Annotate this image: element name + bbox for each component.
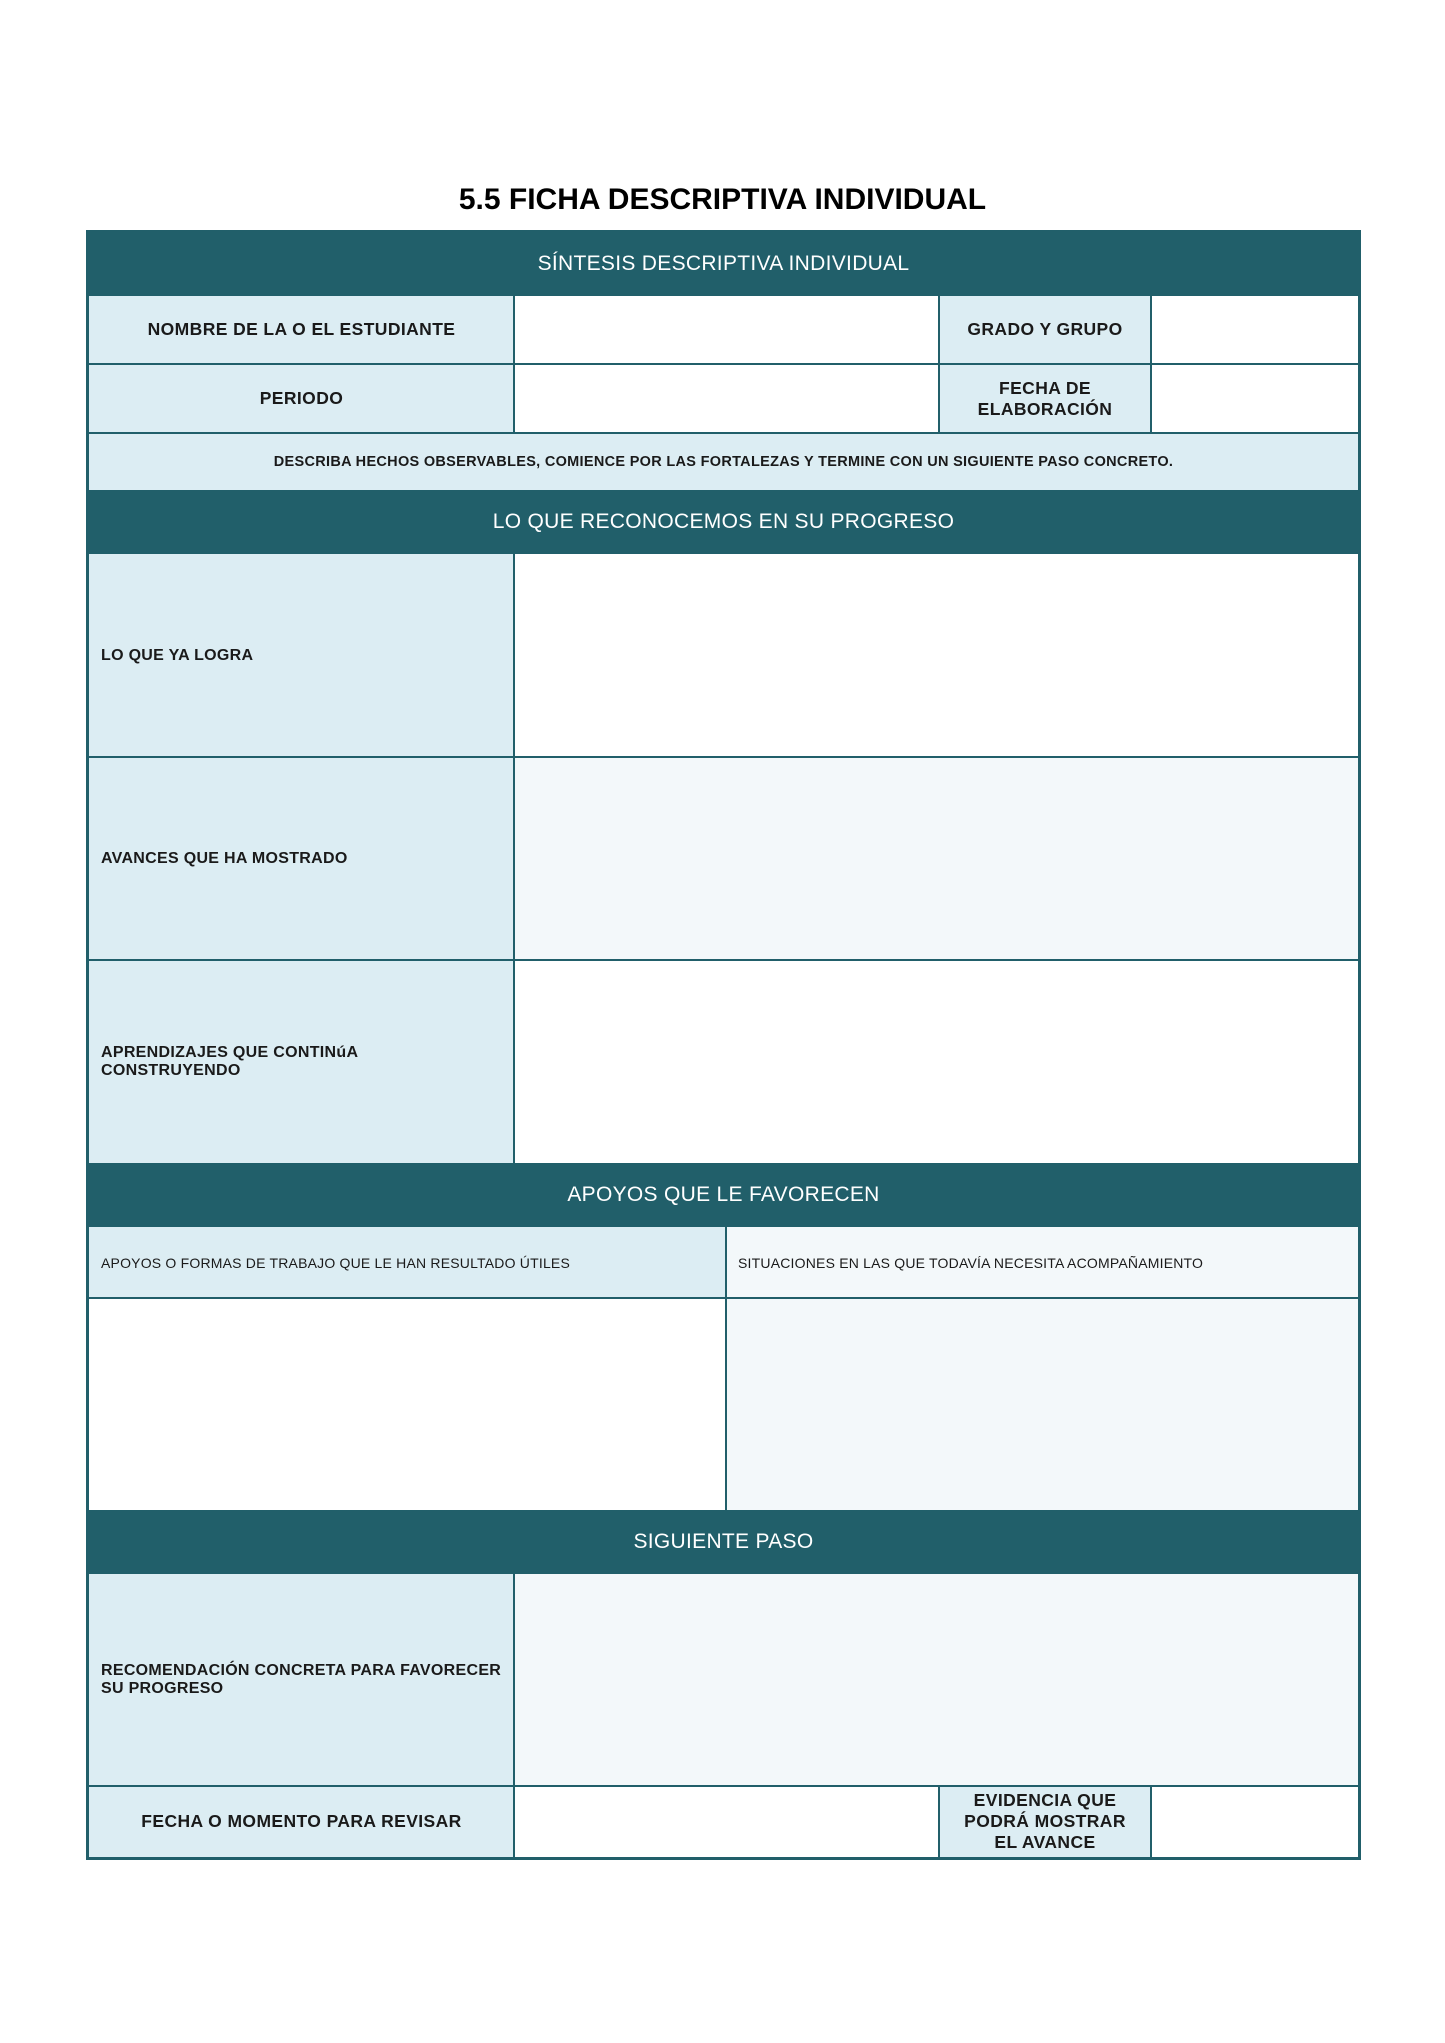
section-header-progreso: LO QUE RECONOCEMOS EN SU PROGRESO xyxy=(89,490,1358,554)
grid-line xyxy=(938,1786,940,1857)
period-field[interactable] xyxy=(514,364,939,433)
grid-line xyxy=(513,554,515,1163)
learning-field[interactable] xyxy=(514,960,1358,1163)
section-header-apoyos: APOYOS QUE LE FAVORECEN xyxy=(89,1163,1358,1227)
grid-line xyxy=(513,295,515,433)
grid-line xyxy=(89,363,1358,365)
supports-field[interactable] xyxy=(89,1298,726,1510)
recommendation-field[interactable] xyxy=(514,1574,1358,1786)
instruction-text: DESCRIBA HECHOS OBSERVABLES, COMIENCE POR LAS FORTALEZAS Y TERMINE CON UN SIGUIENTE PASO CONCRETO. xyxy=(89,433,1358,490)
accompaniment-label: SITUACIONES EN LAS QUE TODAVÍA NECESITA ACOMPAÑAMIENTO xyxy=(726,1227,1358,1298)
date-field[interactable] xyxy=(1151,364,1358,433)
grid-line xyxy=(1150,295,1152,433)
student-name-label: NOMBRE DE LA O EL ESTUDIANTE xyxy=(89,295,514,364)
grid-line xyxy=(89,959,1358,961)
achieved-label: LO QUE YA LOGRA xyxy=(89,554,514,757)
grade-group-field[interactable] xyxy=(1151,295,1358,364)
grid-line xyxy=(89,756,1358,758)
grid-line xyxy=(1150,1786,1152,1857)
period-label: PERIODO xyxy=(89,364,514,433)
grid-line xyxy=(89,294,1358,296)
ficha-form xyxy=(86,230,1361,1860)
grid-line xyxy=(89,1297,1358,1299)
advances-field[interactable] xyxy=(514,757,1358,960)
recommendation-label: RECOMENDACIÓN CONCRETA PARA FAVORECER SU PROGRESO xyxy=(89,1574,514,1786)
grid-line xyxy=(938,295,940,433)
supports-label: APOYOS O FORMAS DE TRABAJO QUE LE HAN RESULTADO ÚTILES xyxy=(89,1227,726,1298)
date-label: FECHA DE ELABORACIÓN xyxy=(939,364,1151,433)
evidence-field[interactable] xyxy=(1151,1786,1358,1857)
learning-label: APRENDIZAJES QUE CONTINúA CONSTRUYENDO xyxy=(89,960,514,1163)
grid-line xyxy=(89,432,1358,434)
accompaniment-field[interactable] xyxy=(726,1298,1358,1510)
section-header-sintesis: SÍNTESIS DESCRIPTIVA INDIVIDUAL xyxy=(89,233,1358,295)
review-date-field[interactable] xyxy=(514,1786,939,1857)
grid-line xyxy=(89,1785,1358,1787)
achieved-field[interactable] xyxy=(514,554,1358,757)
grid-line xyxy=(513,1574,515,1857)
evidence-label: EVIDENCIA QUE PODRÁ MOSTRAR EL AVANCE xyxy=(939,1786,1151,1857)
student-name-field[interactable] xyxy=(514,295,939,364)
review-date-label: FECHA O MOMENTO PARA REVISAR xyxy=(89,1786,514,1857)
section-header-siguiente: SIGUIENTE PASO xyxy=(89,1510,1358,1574)
advances-label: AVANCES QUE HA MOSTRADO xyxy=(89,757,514,960)
page-title: 5.5 FICHA DESCRIPTIVA INDIVIDUAL xyxy=(458,183,987,216)
grade-group-label: GRADO Y GRUPO xyxy=(939,295,1151,364)
grid-line xyxy=(725,1227,727,1510)
